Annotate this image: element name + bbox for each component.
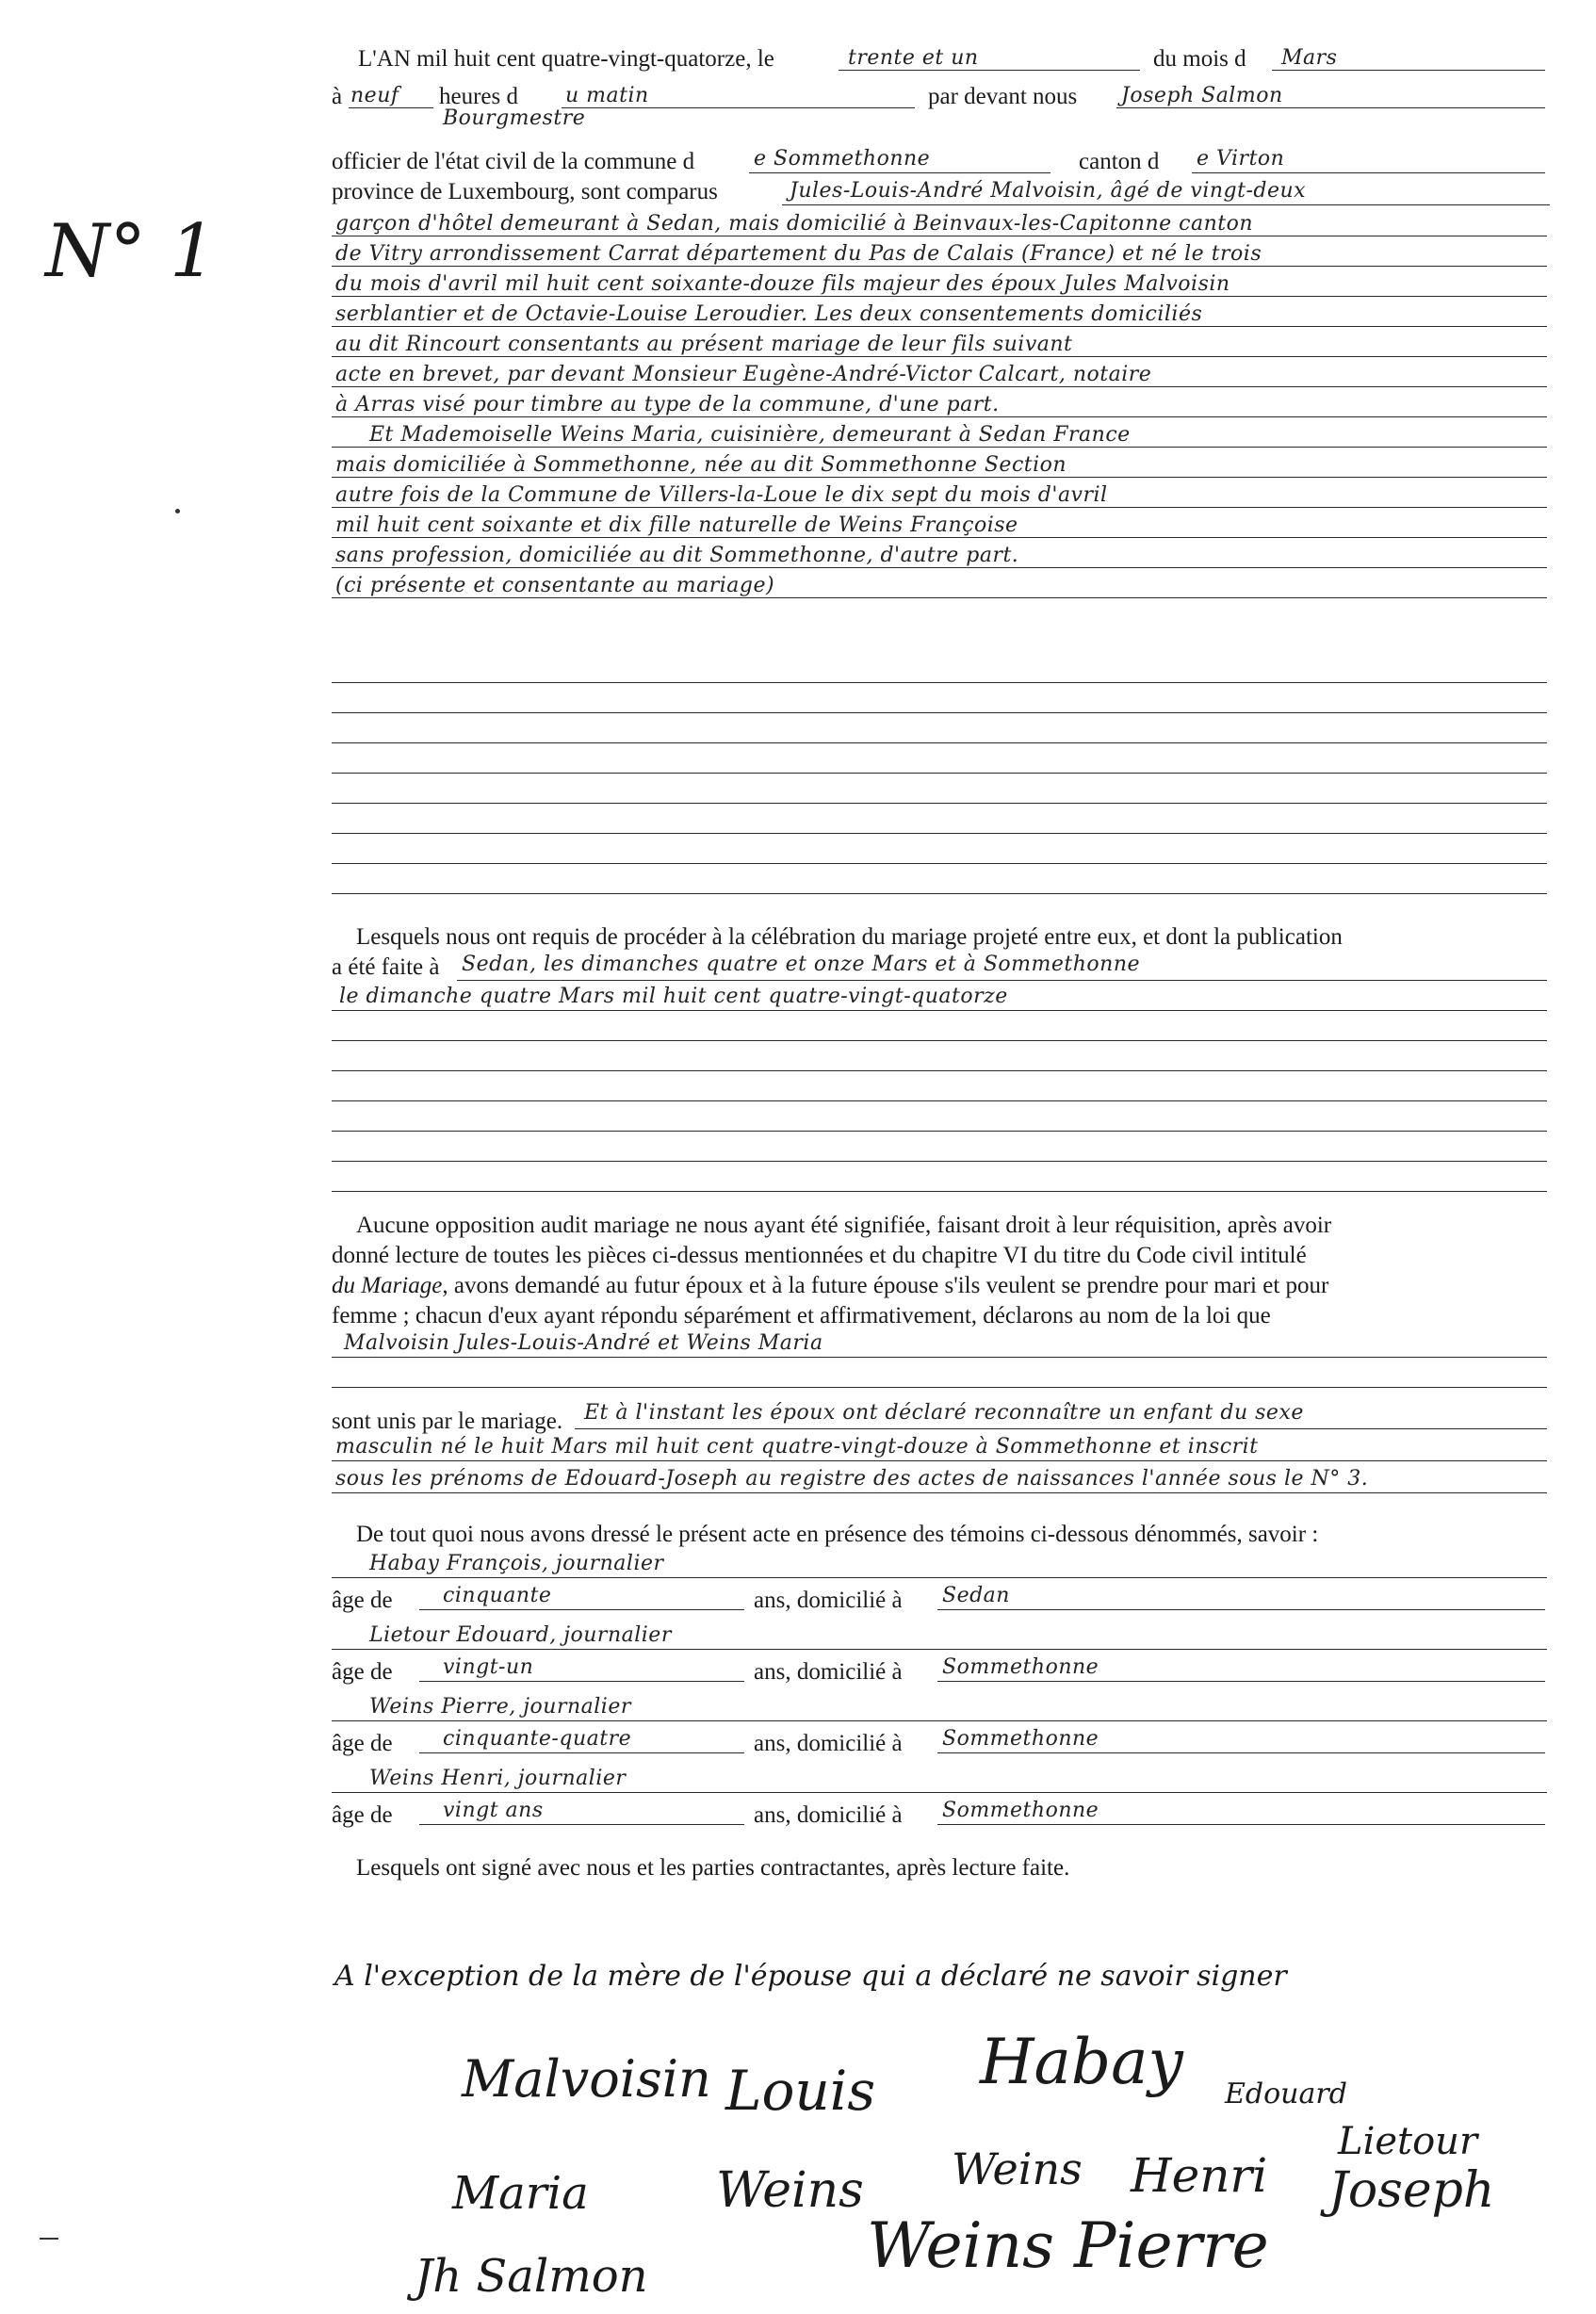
intro-year: L'AN mil huit cent quatre-vingt-quatorze, le	[358, 46, 774, 72]
underline	[332, 507, 1547, 508]
opposition-l3-text: , avons demandé au futur époux et à la future épouse s'ils veulent se prendre pour mari et pour	[442, 1273, 1329, 1298]
officer-name: Joseph Salmon	[1121, 84, 1283, 107]
party-line: sans profession, domiciliée au dit Sommethonne, d'autre part.	[335, 544, 1019, 567]
witness-age-label: âge de	[332, 1659, 393, 1685]
blank-rule	[332, 1131, 1547, 1132]
underline	[937, 1609, 1545, 1610]
publication-line: Lesquels nous ont requis de procéder à la célébration du mariage projeté entre eux, et dont la publication	[356, 924, 1343, 950]
united-by-marriage: sont unis par le mariage.	[332, 1409, 563, 1434]
signature: Louis	[725, 2059, 876, 2123]
underline	[419, 1609, 744, 1610]
witnesses-closing: Lesquels ont signé avec nous et les parties contractantes, après lecture faite.	[356, 1855, 1070, 1881]
blank-rule	[332, 1070, 1547, 1071]
intro-canton: e Virton	[1197, 147, 1285, 171]
opposition-l3	[332, 1272, 1328, 1300]
underline	[1272, 70, 1545, 71]
signature: Edouard	[1225, 2078, 1347, 2110]
underline	[332, 386, 1547, 387]
underline	[349, 107, 433, 108]
blank-rule	[332, 682, 1547, 683]
signature: Henri	[1131, 2148, 1268, 2203]
title-du-mariage: du Mariage	[332, 1273, 443, 1298]
blank-rule	[332, 773, 1547, 774]
legitimation-1: Et à l'instant les époux ont déclaré reconnaître un enfant du sexe	[584, 1401, 1304, 1425]
underline	[937, 1681, 1545, 1682]
underline	[332, 1010, 1547, 1011]
underline	[332, 447, 1547, 448]
underline	[937, 1824, 1545, 1825]
underline	[749, 172, 1050, 173]
underline	[457, 980, 1547, 981]
underline	[419, 1681, 744, 1682]
witness-age: cinquante-quatre	[443, 1727, 632, 1751]
witness-domicile-label: ans, domicilié à	[754, 1659, 903, 1685]
signature: Weins Pierre	[867, 2209, 1269, 2282]
signature: Maria	[452, 2167, 589, 2220]
underline	[332, 1720, 1547, 1721]
underline	[332, 326, 1547, 327]
underline	[1192, 172, 1545, 173]
act-number: N° 1	[45, 209, 217, 294]
blank-rule	[332, 833, 1547, 834]
underline	[332, 1357, 1547, 1358]
party-line: acte en brevet, par devant Monsieur Eugène-André-Victor Calcart, notaire	[335, 363, 1152, 386]
intro-day: trente et un	[848, 46, 979, 70]
witness-age-label: âge de	[332, 1731, 393, 1756]
margin-mark	[175, 509, 180, 513]
exception-note: A l'exception de la mère de l'épouse qui a déclaré ne savoir signer	[334, 1960, 1287, 1993]
underline	[562, 107, 915, 108]
intro-a: à	[332, 84, 343, 109]
party-line: du mois d'avril mil huit cent soixante-douze fils majeur des époux Jules Malvoisin	[335, 272, 1230, 296]
underline	[332, 416, 1547, 417]
opposition-l4: femme ; chacun d'eux ayant répondu séparément et affirmativement, déclarons au nom de la loi que	[332, 1303, 1271, 1328]
underline	[332, 356, 1547, 357]
margin-mark	[40, 2238, 58, 2240]
party-line: mil huit cent soixante et dix fille naturelle de Weins Françoise	[335, 513, 1018, 537]
underline	[332, 1460, 1547, 1461]
blank-rule	[332, 1191, 1547, 1192]
blank-rule	[332, 1100, 1547, 1101]
intro-before-us: par devant nous	[928, 84, 1078, 109]
underline	[839, 70, 1140, 71]
party-line: de Vitry arrondissement Carrat département du Pas de Calais (France) et né le trois	[335, 242, 1262, 266]
witness-domicile-label: ans, domicilié à	[754, 1731, 903, 1756]
party-line: à Arras visé pour timbre au type de la commune, d'une part.	[335, 393, 1000, 416]
underline	[332, 567, 1547, 568]
underline	[419, 1752, 744, 1753]
witness-place: Sedan	[942, 1584, 1010, 1607]
officer-title: Bourgmestre	[443, 106, 586, 130]
intro-canton-label: canton d	[1079, 149, 1160, 174]
signature: Habay	[980, 2026, 1183, 2098]
underline	[332, 1792, 1547, 1793]
blank-rule	[332, 712, 1547, 713]
party-line: garçon d'hôtel demeurant à Sedan, mais domicilié à Beinvaux-les-Capitonne canton	[335, 212, 1254, 236]
party-line: (ci présente et consentante au mariage)	[335, 574, 775, 597]
witness-place: Sommethonne	[942, 1655, 1099, 1679]
witness-name: Weins Henri, journalier	[369, 1767, 627, 1790]
underline	[332, 266, 1547, 267]
signature: Lietour	[1338, 2120, 1478, 2163]
witnesses-intro: De tout quoi nous avons dressé le présent acte en présence des témoins ci-dessous dénommés, savoir :	[356, 1522, 1319, 1547]
blank-rule	[332, 1040, 1547, 1041]
party-line: Et Mademoiselle Weins Maria, cuisinière, demeurant à Sedan France	[369, 423, 1131, 447]
witness-age: vingt-un	[443, 1655, 534, 1679]
intro-province: province de Luxembourg, sont comparus	[332, 179, 718, 204]
witness-place: Sommethonne	[942, 1799, 1099, 1822]
blank-rule	[332, 893, 1547, 894]
witness-domicile-label: ans, domicilié à	[754, 1588, 903, 1613]
underline	[575, 1428, 1547, 1429]
intro-hours-label: heures d	[439, 84, 518, 109]
spouses-names: Malvoisin Jules-Louis-André et Weins Maria	[344, 1331, 823, 1355]
blank-rule	[332, 742, 1547, 743]
party-line: serblantier et de Octavie-Louise Leroudier. Les deux consentements domiciliés	[335, 302, 1203, 326]
underline	[332, 477, 1547, 478]
underline	[782, 204, 1550, 205]
underline	[332, 1577, 1547, 1578]
witness-age-label: âge de	[332, 1802, 393, 1828]
blank-rule	[332, 1387, 1547, 1388]
groom-name: Jules-Louis-André Malvoisin, âgé de vingt-deux	[790, 179, 1307, 203]
signature: Malvoisin	[462, 2049, 711, 2109]
underline	[1116, 107, 1545, 108]
party-line: mais domiciliée à Sommethonne, née au dit Sommethonne Section	[335, 453, 1067, 477]
witness-age: cinquante	[443, 1584, 552, 1607]
underline	[332, 296, 1547, 297]
underline	[332, 1492, 1547, 1493]
signature: Joseph	[1328, 2162, 1495, 2219]
witness-name: Lietour Edouard, journalier	[369, 1623, 672, 1647]
signature: Jh Salmon	[415, 2250, 648, 2303]
signature: Weins	[716, 2162, 864, 2219]
underline	[332, 597, 1547, 598]
blank-rule	[332, 1161, 1547, 1162]
signature: Weins	[952, 2143, 1083, 2194]
intro-time-of-day: u matin	[565, 84, 649, 107]
witness-name: Weins Pierre, journalier	[369, 1695, 631, 1719]
witness-name: Habay François, journalier	[369, 1552, 664, 1575]
intro-hour: neuf	[350, 84, 399, 107]
underline	[332, 537, 1547, 538]
witness-domicile-label: ans, domicilié à	[754, 1802, 903, 1828]
legitimation-2: masculin né le huit Mars mil huit cent quatre-vingt-douze à Sommethonne et inscrit	[335, 1435, 1259, 1458]
party-line: au dit Rincourt consentants au présent mariage de leur fils suivant	[335, 333, 1073, 356]
intro-month-label: du mois d	[1153, 46, 1246, 72]
blank-rule	[332, 803, 1547, 804]
witness-place: Sommethonne	[942, 1727, 1099, 1751]
opposition-l2: donné lecture de toutes les pièces ci-dessus mentionnées et du chapitre VI du titre du Code civil intitulé	[332, 1243, 1307, 1268]
underline	[332, 1649, 1547, 1650]
publication-hw1: Sedan, les dimanches quatre et onze Mars et à Sommethonne	[462, 953, 1141, 976]
publication-done-at: a été faite à	[332, 954, 440, 980]
witness-age-label: âge de	[332, 1588, 393, 1613]
intro-month: Mars	[1281, 46, 1338, 70]
witness-age: vingt ans	[443, 1799, 544, 1822]
underline	[419, 1824, 744, 1825]
party-line: autre fois de la Commune de Villers-la-Loue le dix sept du mois d'avril	[335, 483, 1108, 507]
underline	[937, 1752, 1545, 1753]
legitimation-3: sous les prénoms de Edouard-Joseph au registre des actes de naissances l'année sous le N° 3.	[335, 1467, 1369, 1491]
blank-rule	[332, 863, 1547, 864]
publication-hw2: le dimanche quatre Mars mil huit cent quatre-vingt-quatorze	[339, 985, 1008, 1008]
intro-commune: e Sommethonne	[754, 147, 931, 171]
opposition-l1: Aucune opposition audit mariage ne nous ayant été signifiée, faisant droit à leur réquisition, après avoir	[356, 1213, 1332, 1238]
intro-officer-line: officier de l'état civil de la commune d	[332, 149, 695, 174]
